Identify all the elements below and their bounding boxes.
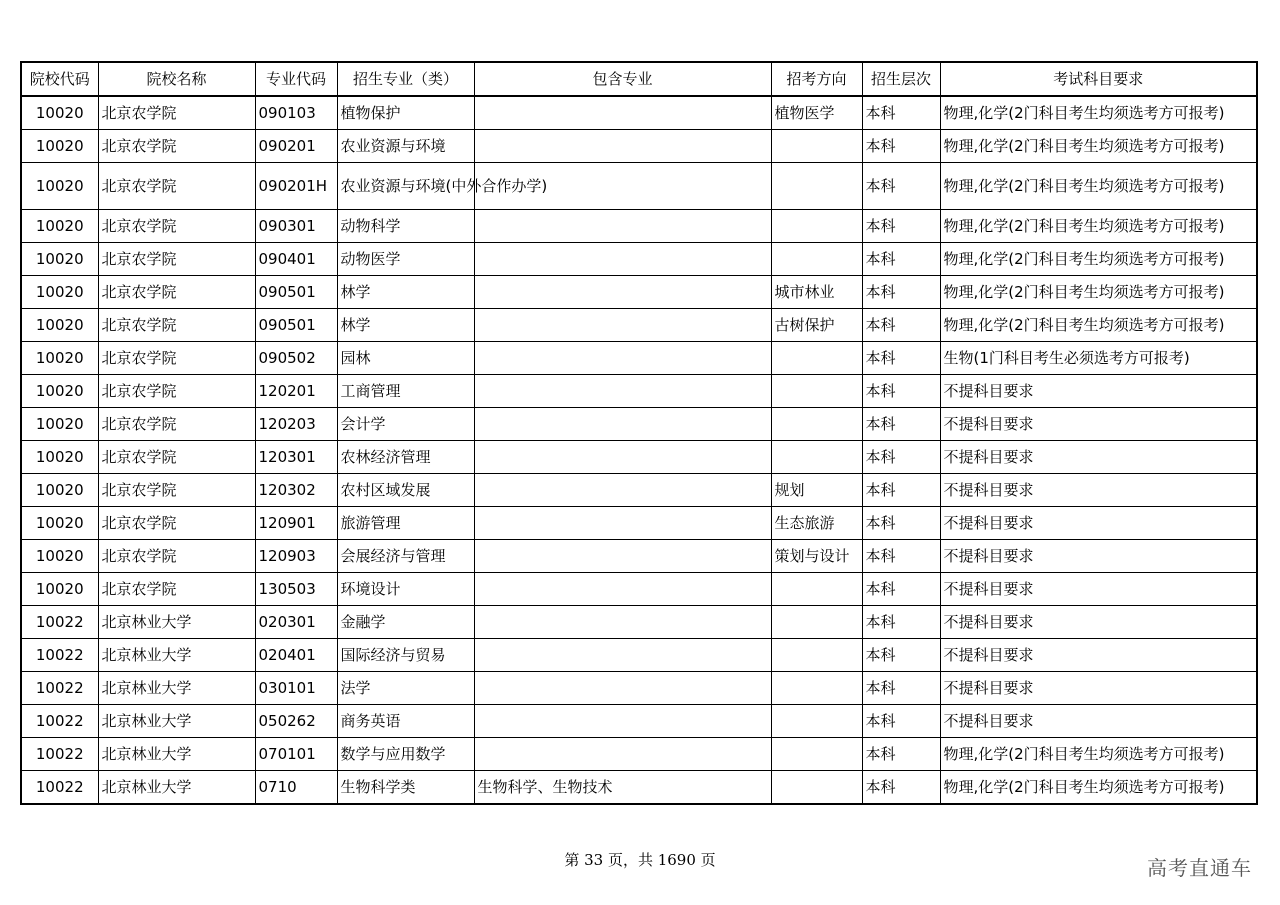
table-row xyxy=(21,375,1257,408)
cell-direction xyxy=(771,375,862,408)
cell-school-name: 北京农学院 xyxy=(98,309,255,342)
cell-requirement: 生物(1门科目考生必须选考方可报考) xyxy=(940,342,1257,375)
cell-school-name: 北京农学院 xyxy=(98,130,255,163)
cell-school-name: 北京农学院 xyxy=(98,96,255,130)
cell-major-code: 030101 xyxy=(255,672,337,705)
cell-direction xyxy=(771,408,862,441)
cell-direction xyxy=(771,738,862,771)
cell-requirement: 不提科目要求 xyxy=(940,672,1257,705)
cell-requirement: 不提科目要求 xyxy=(940,705,1257,738)
cell-major: 法学 xyxy=(337,672,474,705)
cell-level: 本科 xyxy=(862,573,940,606)
cell-requirement: 不提科目要求 xyxy=(940,507,1257,540)
cell-school-name: 北京农学院 xyxy=(98,408,255,441)
cell-school-code: 10020 xyxy=(21,243,98,276)
cell-includes xyxy=(474,738,771,771)
cell-school-name: 北京农学院 xyxy=(98,375,255,408)
cell-school-name: 北京农学院 xyxy=(98,276,255,309)
cell-school-code: 10020 xyxy=(21,342,98,375)
cell-major: 农业资源与环境 xyxy=(337,130,474,163)
cell-school-code: 10022 xyxy=(21,738,98,771)
cell-includes xyxy=(474,243,771,276)
cell-school-name: 北京林业大学 xyxy=(98,606,255,639)
cell-school-code: 10022 xyxy=(21,606,98,639)
cell-requirement: 物理,化学(2门科目考生均须选考方可报考) xyxy=(940,210,1257,243)
cell-major-code: 0710 xyxy=(255,771,337,805)
cell-includes xyxy=(474,96,771,130)
cell-major-code: 090401 xyxy=(255,243,337,276)
cell-major-code: 020401 xyxy=(255,639,337,672)
table-row xyxy=(21,96,1257,130)
cell-major-code: 120901 xyxy=(255,507,337,540)
cell-major-code: 120301 xyxy=(255,441,337,474)
cell-direction xyxy=(771,441,862,474)
cell-major: 动物科学 xyxy=(337,210,474,243)
table-row xyxy=(21,573,1257,606)
cell-level: 本科 xyxy=(862,705,940,738)
cell-level: 本科 xyxy=(862,408,940,441)
cell-school-code: 10022 xyxy=(21,771,98,805)
table-row xyxy=(21,342,1257,375)
table-row xyxy=(21,705,1257,738)
cell-school-name: 北京农学院 xyxy=(98,163,255,210)
cell-direction xyxy=(771,243,862,276)
cell-level: 本科 xyxy=(862,309,940,342)
cell-school-name: 北京林业大学 xyxy=(98,672,255,705)
cell-direction xyxy=(771,606,862,639)
cell-major-code: 090201H xyxy=(255,163,337,210)
cell-major: 植物保护 xyxy=(337,96,474,130)
cell-includes xyxy=(474,408,771,441)
header-level: 招生层次 xyxy=(862,62,940,96)
header-school-code: 院校代码 xyxy=(21,62,98,96)
cell-includes xyxy=(474,342,771,375)
cell-direction xyxy=(771,705,862,738)
table-body xyxy=(21,96,1257,804)
cell-major: 农林经济管理 xyxy=(337,441,474,474)
cell-level: 本科 xyxy=(862,540,940,573)
cell-school-code: 10020 xyxy=(21,540,98,573)
cell-requirement: 不提科目要求 xyxy=(940,573,1257,606)
cell-school-code: 10022 xyxy=(21,672,98,705)
cell-level: 本科 xyxy=(862,738,940,771)
cell-includes xyxy=(474,573,771,606)
cell-major-code: 050262 xyxy=(255,705,337,738)
cell-school-code: 10020 xyxy=(21,474,98,507)
table-row xyxy=(21,441,1257,474)
cell-requirement: 不提科目要求 xyxy=(940,474,1257,507)
cell-major: 动物医学 xyxy=(337,243,474,276)
cell-school-name: 北京农学院 xyxy=(98,342,255,375)
cell-direction: 策划与设计 xyxy=(771,540,862,573)
cell-school-name: 北京林业大学 xyxy=(98,639,255,672)
cell-requirement: 物理,化学(2门科目考生均须选考方可报考) xyxy=(940,163,1257,210)
cell-level: 本科 xyxy=(862,342,940,375)
cell-school-code: 10020 xyxy=(21,210,98,243)
table-row xyxy=(21,243,1257,276)
cell-level: 本科 xyxy=(862,130,940,163)
cell-major: 农村区域发展 xyxy=(337,474,474,507)
cell-school-code: 10020 xyxy=(21,507,98,540)
table-row xyxy=(21,210,1257,243)
cell-requirement: 不提科目要求 xyxy=(940,540,1257,573)
table-row xyxy=(21,540,1257,573)
cell-requirement: 不提科目要求 xyxy=(940,639,1257,672)
cell-level: 本科 xyxy=(862,606,940,639)
admission-table xyxy=(20,61,1258,805)
cell-requirement: 不提科目要求 xyxy=(940,375,1257,408)
cell-major: 林学 xyxy=(337,276,474,309)
cell-direction: 生态旅游 xyxy=(771,507,862,540)
header-major: 招生专业（类） xyxy=(337,62,474,96)
cell-school-name: 北京农学院 xyxy=(98,507,255,540)
cell-major-code: 120302 xyxy=(255,474,337,507)
table-row xyxy=(21,639,1257,672)
cell-requirement: 物理,化学(2门科目考生均须选考方可报考) xyxy=(940,276,1257,309)
cell-includes xyxy=(474,441,771,474)
cell-includes xyxy=(474,130,771,163)
cell-includes xyxy=(474,309,771,342)
cell-major: 金融学 xyxy=(337,606,474,639)
cell-major-code: 020301 xyxy=(255,606,337,639)
table-row xyxy=(21,507,1257,540)
cell-level: 本科 xyxy=(862,639,940,672)
cell-direction: 古树保护 xyxy=(771,309,862,342)
cell-school-code: 10020 xyxy=(21,573,98,606)
cell-major-code: 130503 xyxy=(255,573,337,606)
table-row xyxy=(21,163,1257,210)
page-footer: 第 33 页，共 1690 页 xyxy=(564,851,716,869)
cell-level: 本科 xyxy=(862,163,940,210)
cell-level: 本科 xyxy=(862,441,940,474)
cell-major-code: 070101 xyxy=(255,738,337,771)
header-row xyxy=(21,62,1257,96)
cell-includes xyxy=(474,639,771,672)
cell-major: 林学 xyxy=(337,309,474,342)
cell-direction xyxy=(771,163,862,210)
header-major-code: 专业代码 xyxy=(255,62,337,96)
cell-major: 商务英语 xyxy=(337,705,474,738)
cell-major: 园林 xyxy=(337,342,474,375)
cell-school-code: 10022 xyxy=(21,639,98,672)
cell-major: 数学与应用数学 xyxy=(337,738,474,771)
cell-includes: 生物科学、生物技术 xyxy=(474,771,771,805)
cell-level: 本科 xyxy=(862,507,940,540)
cell-direction xyxy=(771,771,862,805)
table-row xyxy=(21,130,1257,163)
table-row xyxy=(21,408,1257,441)
cell-includes xyxy=(474,606,771,639)
cell-major: 会计学 xyxy=(337,408,474,441)
cell-requirement: 物理,化学(2门科目考生均须选考方可报考) xyxy=(940,771,1257,805)
cell-includes xyxy=(474,705,771,738)
cell-requirement: 物理,化学(2门科目考生均须选考方可报考) xyxy=(940,243,1257,276)
cell-includes xyxy=(474,672,771,705)
cell-school-code: 10020 xyxy=(21,375,98,408)
header-school-name: 院校名称 xyxy=(98,62,255,96)
cell-requirement: 物理,化学(2门科目考生均须选考方可报考) xyxy=(940,130,1257,163)
cell-major-code: 090501 xyxy=(255,276,337,309)
cell-direction: 城市林业 xyxy=(771,276,862,309)
header-requirement: 考试科目要求 xyxy=(940,62,1257,96)
cell-requirement: 物理,化学(2门科目考生均须选考方可报考) xyxy=(940,309,1257,342)
cell-direction: 规划 xyxy=(771,474,862,507)
cell-major: 国际经济与贸易 xyxy=(337,639,474,672)
cell-includes xyxy=(474,507,771,540)
cell-requirement: 不提科目要求 xyxy=(940,606,1257,639)
cell-direction: 植物医学 xyxy=(771,96,862,130)
cell-includes xyxy=(474,474,771,507)
cell-school-code: 10020 xyxy=(21,163,98,210)
cell-direction xyxy=(771,210,862,243)
table-row xyxy=(21,606,1257,639)
cell-direction xyxy=(771,342,862,375)
cell-major-code: 090103 xyxy=(255,96,337,130)
cell-major-code: 090501 xyxy=(255,309,337,342)
table-row xyxy=(21,738,1257,771)
cell-level: 本科 xyxy=(862,474,940,507)
cell-major-code: 090502 xyxy=(255,342,337,375)
cell-school-code: 10020 xyxy=(21,309,98,342)
cell-school-name: 北京农学院 xyxy=(98,573,255,606)
cell-level: 本科 xyxy=(862,96,940,130)
cell-major-code: 090201 xyxy=(255,130,337,163)
cell-includes xyxy=(474,210,771,243)
cell-school-name: 北京农学院 xyxy=(98,474,255,507)
cell-major: 工商管理 xyxy=(337,375,474,408)
cell-direction xyxy=(771,672,862,705)
cell-major-code: 120203 xyxy=(255,408,337,441)
table-row xyxy=(21,672,1257,705)
cell-school-name: 北京农学院 xyxy=(98,540,255,573)
table-row xyxy=(21,771,1257,805)
table-row xyxy=(21,309,1257,342)
cell-level: 本科 xyxy=(862,375,940,408)
cell-school-name: 北京农学院 xyxy=(98,210,255,243)
cell-level: 本科 xyxy=(862,210,940,243)
table-row xyxy=(21,474,1257,507)
cell-level: 本科 xyxy=(862,243,940,276)
cell-major: 会展经济与管理 xyxy=(337,540,474,573)
cell-level: 本科 xyxy=(862,276,940,309)
cell-includes xyxy=(474,375,771,408)
cell-school-name: 北京农学院 xyxy=(98,243,255,276)
header-direction: 招考方向 xyxy=(771,62,862,96)
cell-major-code: 120201 xyxy=(255,375,337,408)
cell-school-code: 10020 xyxy=(21,276,98,309)
cell-major: 旅游管理 xyxy=(337,507,474,540)
header-includes: 包含专业 xyxy=(474,62,771,96)
cell-major: 生物科学类 xyxy=(337,771,474,805)
cell-requirement: 不提科目要求 xyxy=(940,441,1257,474)
cell-direction xyxy=(771,130,862,163)
cell-school-code: 10022 xyxy=(21,705,98,738)
cell-level: 本科 xyxy=(862,771,940,805)
table-row xyxy=(21,276,1257,309)
cell-includes xyxy=(474,276,771,309)
cell-requirement: 物理,化学(2门科目考生均须选考方可报考) xyxy=(940,96,1257,130)
cell-direction xyxy=(771,573,862,606)
cell-school-code: 10020 xyxy=(21,130,98,163)
cell-major: 环境设计 xyxy=(337,573,474,606)
cell-direction xyxy=(771,639,862,672)
cell-school-name: 北京林业大学 xyxy=(98,771,255,805)
cell-school-code: 10020 xyxy=(21,441,98,474)
cell-school-name: 北京林业大学 xyxy=(98,738,255,771)
cell-school-code: 10020 xyxy=(21,96,98,130)
cell-level: 本科 xyxy=(862,672,940,705)
cell-major-code: 090301 xyxy=(255,210,337,243)
watermark: 高考直通车 xyxy=(1147,856,1252,880)
cell-major-code: 120903 xyxy=(255,540,337,573)
cell-school-name: 北京农学院 xyxy=(98,441,255,474)
cell-requirement: 物理,化学(2门科目考生均须选考方可报考) xyxy=(940,738,1257,771)
cell-school-name: 北京林业大学 xyxy=(98,705,255,738)
cell-requirement: 不提科目要求 xyxy=(940,408,1257,441)
cell-includes xyxy=(474,540,771,573)
cell-school-code: 10020 xyxy=(21,408,98,441)
cell-major: 农业资源与环境(中外合作办学) xyxy=(337,163,474,210)
